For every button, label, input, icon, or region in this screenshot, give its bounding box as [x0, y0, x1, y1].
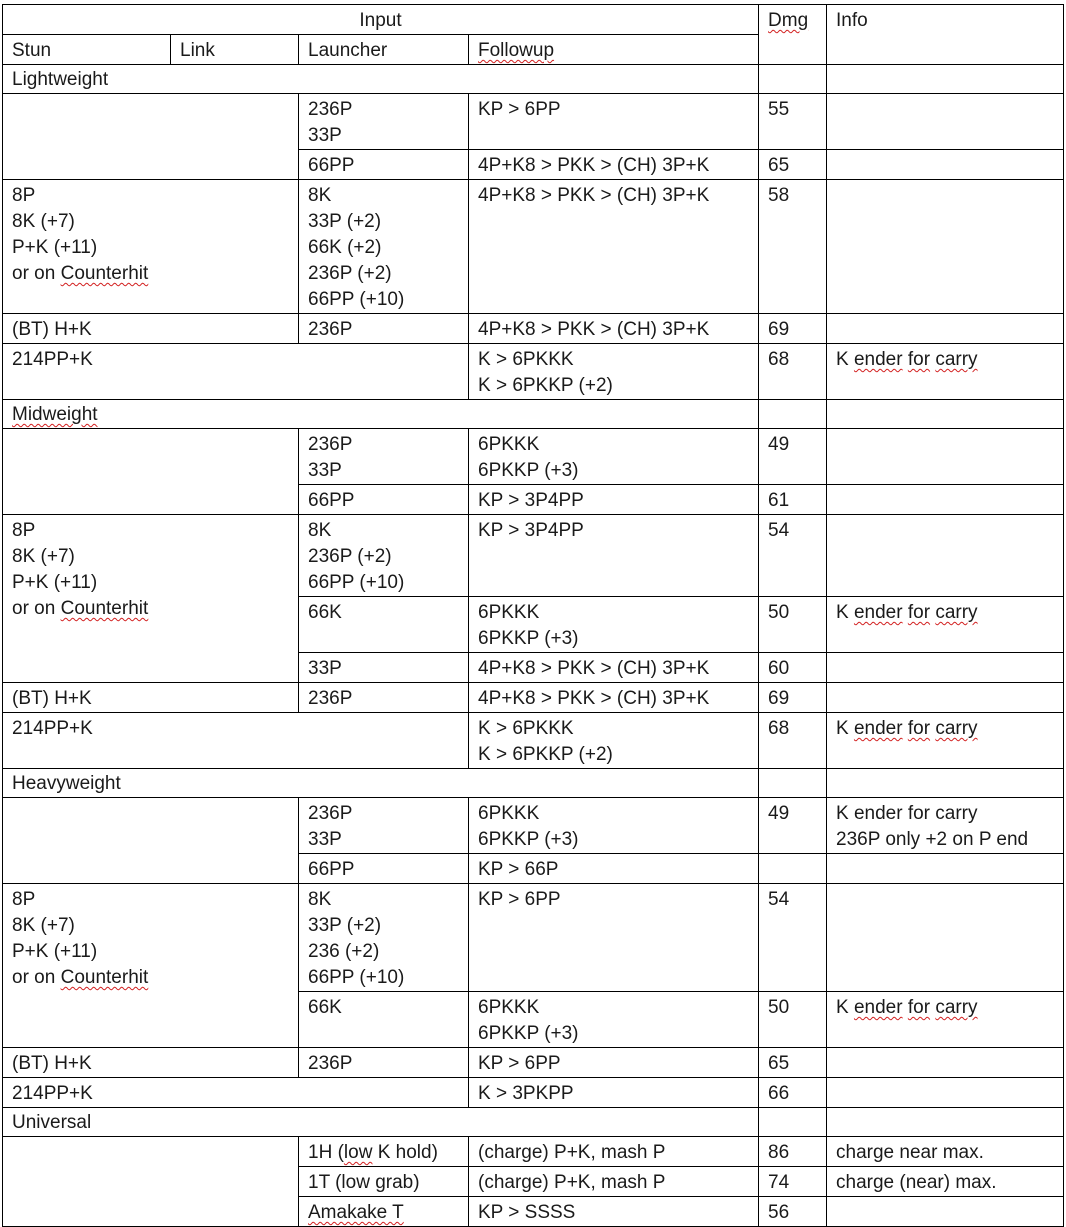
info-cell: K ender for carry — [827, 344, 1064, 400]
dmg-cell: 49 — [759, 798, 827, 854]
info-cell: K ender for carry — [827, 597, 1064, 653]
followup-cell: 6PKKK 6PKKP (+3) — [469, 429, 759, 485]
launcher-cell: 66PP — [299, 485, 469, 515]
launcher-cell: 8K 236P (+2) 66PP (+10) — [299, 515, 469, 597]
stun-cell: (BT) H+K — [3, 1048, 299, 1078]
info-header: Info — [827, 5, 1064, 65]
dmg-cell: 54 — [759, 884, 827, 992]
followup-cell: 6PKKK 6PKKP (+3) — [469, 597, 759, 653]
launcher-cell: 236P 33P — [299, 429, 469, 485]
dmg-cell: 55 — [759, 94, 827, 150]
followup-cell: KP > 6PP — [469, 884, 759, 992]
stun-cell: 214PP+K — [3, 1078, 469, 1108]
section-row-midweight — [3, 400, 1064, 429]
table-row — [3, 344, 1064, 400]
followup-cell: KP > 3P4PP — [469, 485, 759, 515]
dmg-cell: 69 — [759, 683, 827, 713]
dmg-cell: 56 — [759, 1197, 827, 1227]
launcher-header: Launcher — [299, 35, 469, 65]
table-row — [3, 683, 1064, 713]
followup-cell: KP > 6PP — [469, 94, 759, 150]
stun-cell: 8P 8K (+7) P+K (+11) or on Counterhit — [3, 515, 299, 683]
combo-table — [2, 4, 1064, 1227]
followup-cell: 4P+K8 > PKK > (CH) 3P+K — [469, 180, 759, 314]
dmg-cell: 60 — [759, 653, 827, 683]
followup-cell: 4P+K8 > PKK > (CH) 3P+K — [469, 314, 759, 344]
table-row — [3, 314, 1064, 344]
launcher-cell: Amakake T — [299, 1197, 469, 1227]
dmg-cell: 69 — [759, 314, 827, 344]
section-title: Midweight — [3, 400, 759, 429]
table-row — [3, 429, 1064, 485]
launcher-cell: 1T (low grab) — [299, 1167, 469, 1197]
followup-cell: K > 6PKKK K > 6PKKP (+2) — [469, 713, 759, 769]
stun-cell: 8P 8K (+7) P+K (+11) or on Counterhit — [3, 180, 299, 314]
dmg-cell: 61 — [759, 485, 827, 515]
dmg-cell: 50 — [759, 992, 827, 1048]
header-row-top — [3, 5, 1064, 35]
launcher-cell: 236P — [299, 314, 469, 344]
table-row — [3, 713, 1064, 769]
followup-cell: KP > 6PP — [469, 1048, 759, 1078]
stun-cell: 8P 8K (+7) P+K (+11) or on Counterhit — [3, 884, 299, 1048]
followup-cell: 6PKKK 6PKKP (+3) — [469, 798, 759, 854]
table-row — [3, 180, 1064, 314]
link-header: Link — [171, 35, 299, 65]
input-header: Input — [3, 5, 759, 35]
launcher-cell: 1H (low K hold) — [299, 1137, 469, 1167]
dmg-cell: 65 — [759, 1048, 827, 1078]
stun-header: Stun — [3, 35, 171, 65]
stun-cell: (BT) H+K — [3, 314, 299, 344]
launcher-cell: 236P 33P — [299, 798, 469, 854]
stun-cell: 214PP+K — [3, 713, 469, 769]
launcher-cell: 236P — [299, 1048, 469, 1078]
table-row — [3, 1048, 1064, 1078]
dmg-header: Dmg — [759, 5, 827, 65]
section-row-lightweight — [3, 65, 1064, 94]
info-cell: K ender for carry — [827, 713, 1064, 769]
followup-header: Followup — [469, 35, 759, 65]
launcher-cell: 66PP — [299, 854, 469, 884]
dmg-cell: 49 — [759, 429, 827, 485]
stun-cell: (BT) H+K — [3, 683, 299, 713]
stun-cell: 214PP+K — [3, 344, 469, 400]
followup-cell: KP > 3P4PP — [469, 515, 759, 597]
dmg-cell: 86 — [759, 1137, 827, 1167]
dmg-cell: 54 — [759, 515, 827, 597]
followup-cell: 4P+K8 > PKK > (CH) 3P+K — [469, 150, 759, 180]
table-row — [3, 884, 1064, 992]
table-row — [3, 515, 1064, 597]
section-title: Lightweight — [3, 65, 759, 94]
followup-cell: 4P+K8 > PKK > (CH) 3P+K — [469, 683, 759, 713]
followup-cell: (charge) P+K, mash P — [469, 1137, 759, 1167]
launcher-cell: 33P — [299, 653, 469, 683]
dmg-cell: 65 — [759, 150, 827, 180]
dmg-cell: 68 — [759, 713, 827, 769]
info-cell: K ender for carry 236P only +2 on P end — [827, 798, 1064, 854]
followup-cell: (charge) P+K, mash P — [469, 1167, 759, 1197]
section-title: Heavyweight — [3, 769, 759, 798]
table-row — [3, 1078, 1064, 1108]
followup-cell: 6PKKK 6PKKP (+3) — [469, 992, 759, 1048]
launcher-cell: 8K 33P (+2) 236 (+2) 66PP (+10) — [299, 884, 469, 992]
launcher-cell: 8K 33P (+2) 66K (+2) 236P (+2) 66PP (+10) — [299, 180, 469, 314]
dmg-cell: 58 — [759, 180, 827, 314]
followup-cell: K > 3PKPP — [469, 1078, 759, 1108]
section-row-heavyweight — [3, 769, 1064, 798]
followup-cell: KP > 66P — [469, 854, 759, 884]
dmg-cell: 66 — [759, 1078, 827, 1108]
section-row-universal — [3, 1108, 1064, 1137]
launcher-cell: 236P 33P — [299, 94, 469, 150]
followup-cell: K > 6PKKK K > 6PKKP (+2) — [469, 344, 759, 400]
launcher-cell: 66K — [299, 992, 469, 1048]
info-cell: charge near max. — [827, 1137, 1064, 1167]
launcher-cell: 66PP — [299, 150, 469, 180]
launcher-cell: 66K — [299, 597, 469, 653]
table-row — [3, 1137, 1064, 1167]
section-title: Universal — [3, 1108, 759, 1137]
followup-cell: 4P+K8 > PKK > (CH) 3P+K — [469, 653, 759, 683]
dmg-cell: 74 — [759, 1167, 827, 1197]
launcher-cell: 236P — [299, 683, 469, 713]
dmg-cell: 50 — [759, 597, 827, 653]
info-cell: charge (near) max. — [827, 1167, 1064, 1197]
table-row — [3, 94, 1064, 150]
followup-cell: KP > SSSS — [469, 1197, 759, 1227]
dmg-cell: 68 — [759, 344, 827, 400]
info-cell: K ender for carry — [827, 992, 1064, 1048]
table-row — [3, 798, 1064, 854]
